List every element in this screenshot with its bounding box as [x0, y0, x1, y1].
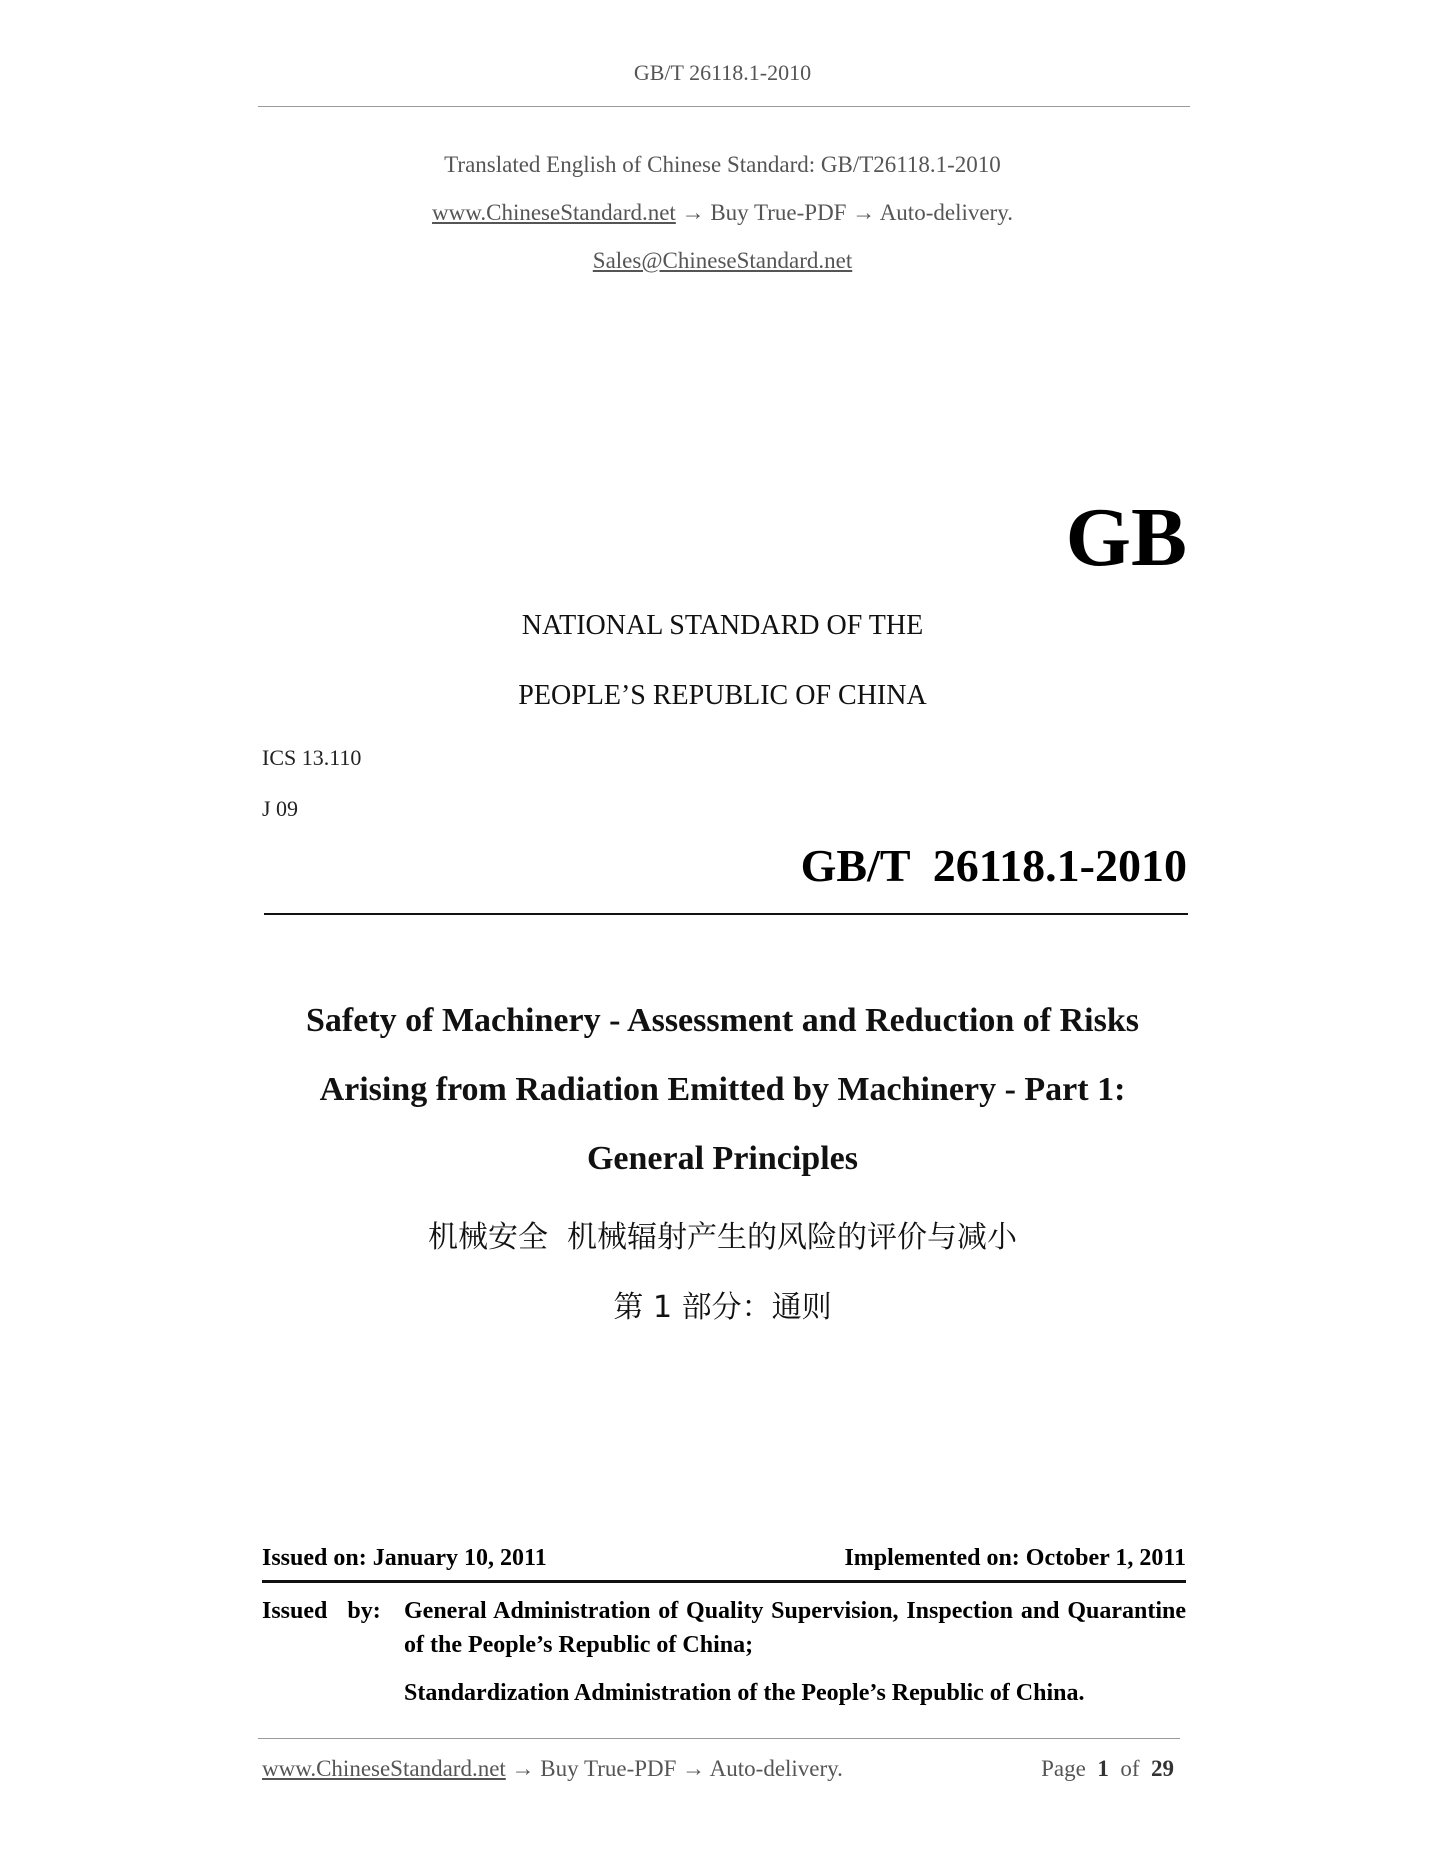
footer-rule — [258, 1738, 1180, 1739]
issuer-label: Issued by: — [262, 1598, 381, 1624]
title-line-3: General Principles — [586, 1140, 858, 1177]
purchase-note: → Buy True-PDF → Auto-delivery. — [675, 200, 1013, 225]
issued-date: Issued on: January 10, 2011 — [262, 1545, 547, 1571]
ccs-code: J 09 — [262, 796, 299, 821]
standard-number: GB/T 26118.1-2010 — [800, 840, 1187, 891]
footer-purchase-line — [262, 1756, 843, 1782]
chinese-title-line-1: 机械安全 机械辐射产生的风险的评价与减小 — [427, 1220, 1018, 1255]
national-standard-line2: PEOPLE’S REPUBLIC OF CHINA — [518, 680, 927, 711]
running-header: GB/T 26118.1-2010 — [633, 60, 812, 85]
implemented-date: Implemented on: October 1, 2011 — [844, 1545, 1186, 1571]
dates-row — [262, 1545, 1186, 1572]
page-indicator — [1041, 1756, 1174, 1782]
national-standard-line1: NATIONAL STANDARD OF THE — [521, 610, 924, 641]
chinese-title-line-2: 第 1 部分：通则 — [613, 1290, 832, 1325]
email-line — [0, 248, 1445, 274]
gb-mark: GB — [1065, 491, 1187, 584]
purchase-line — [0, 200, 1445, 226]
title-line-1: Safety of Machinery - Assessment and Reduction of Risks — [306, 1002, 1139, 1039]
page-total: 29 — [1151, 1756, 1174, 1781]
issuer-sac: Standardization Administration of the People’s Republic of China. — [404, 1680, 1085, 1706]
footer-website-link[interactable]: www.ChineseStandard.net — [262, 1756, 506, 1781]
of-label: of — [1120, 1756, 1140, 1781]
website-link[interactable]: www.ChineseStandard.net — [432, 200, 676, 225]
footer — [262, 1756, 1180, 1782]
translation-notice: Translated English of Chinese Standard: GB/T26118.1-2010 — [444, 152, 1001, 177]
page-label: Page — [1041, 1756, 1086, 1781]
footer-purchase-note: → Buy True-PDF → Auto-delivery. — [505, 1756, 843, 1781]
standard-number-rule — [264, 913, 1188, 915]
dates-rule — [262, 1580, 1186, 1583]
email-link[interactable]: Sales@ChineseStandard.net — [592, 248, 853, 273]
issuer-aqsiq: General Administration of Quality Supervision, Inspection and Quarantine of the People’s Republic of China; — [404, 1598, 1186, 1658]
title-line-2: Arising from Radiation Emitted by Machinery - Part 1: — [319, 1071, 1126, 1108]
ics-code: ICS 13.110 — [262, 745, 362, 770]
header-rule — [258, 106, 1190, 107]
page-number: 1 — [1097, 1756, 1109, 1781]
